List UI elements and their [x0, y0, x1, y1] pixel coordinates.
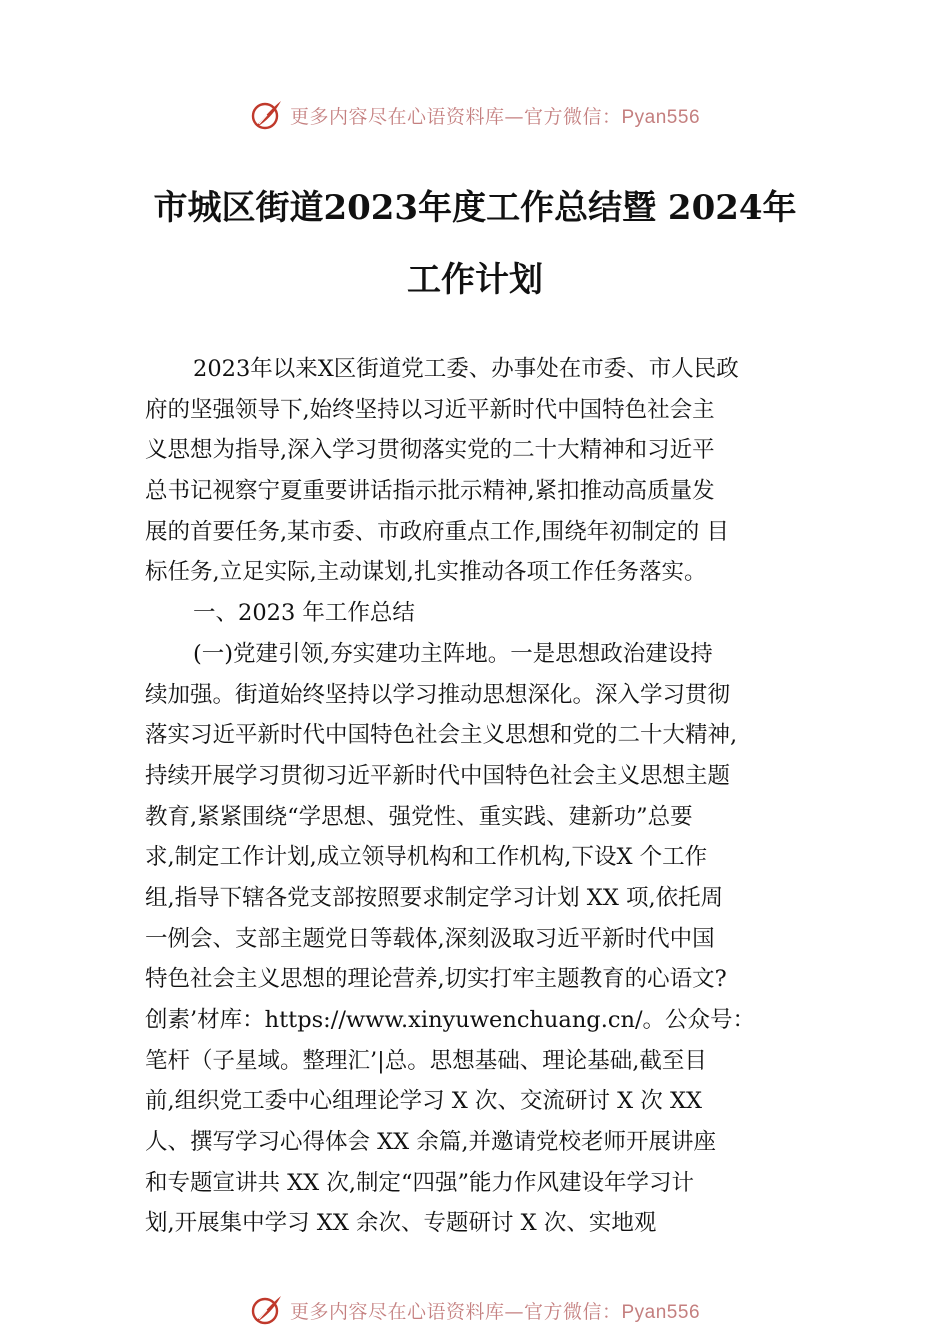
- document-title: [0, 172, 950, 316]
- footer-wechat-id: Pyan556: [621, 1301, 701, 1323]
- document-body: [145, 349, 815, 1244]
- header-promo-label: 更多内容尽在心语资料库—官方微信：: [289, 105, 622, 128]
- body-line: 笔杆（子星域。整理汇’|总。思想基础、理论基础,截至目: [145, 1047, 707, 1074]
- body-line: 落实习近平新时代中国特色社会主义思想和党的二十大精神,: [145, 722, 738, 749]
- title-line-1: 市城区街道2023年度工作总结暨 2024年: [153, 188, 797, 228]
- body-line: 组,指导下辖各党支部按照要求制定学习计划 XX 项,依托周: [145, 884, 724, 911]
- quill-pen-logo-icon: [250, 1293, 284, 1327]
- body-line: 前,组织党工委中心组理论学习 X 次、交流研讨 X 次 XX: [145, 1088, 702, 1115]
- section-heading: 一、2023 年工作总结: [193, 600, 415, 627]
- page-header: [0, 95, 950, 135]
- footer-promo-label: 更多内容尽在心语资料库—官方微信：: [289, 1300, 622, 1323]
- body-line: 教育,紧紧围绕“学思想、强党性、重实践、建新功”总要: [145, 803, 693, 830]
- body-line: 持续开展学习贯彻习近平新时代中国特色社会主义思想主题: [145, 762, 731, 789]
- page-footer: [0, 1290, 950, 1330]
- body-line: 展的首要任务,某市委、市政府重点工作,围绕年初制定的 目: [145, 518, 729, 545]
- header-promo-text: [290, 102, 700, 129]
- body-line: 总书记视察宁夏重要讲话指示批示精神,紧扣推动高质量发: [145, 478, 715, 505]
- body-line: 义思想为指导,深入学习贯彻落实党的二十大精神和习近平: [145, 437, 715, 464]
- body-line: (一)党建引领,夯实建功主阵地。一是思想政治建设持: [193, 640, 713, 667]
- body-line: 求,制定工作计划,成立领导机构和工作机构,下设X 个工作: [145, 844, 708, 871]
- body-line: 划,开展集中学习 XX 余次、专题研讨 X 次、实地观: [145, 1210, 657, 1237]
- quill-pen-logo-icon: [250, 98, 284, 132]
- footer-promo-text: [290, 1297, 700, 1324]
- title-line-2: 工作计划: [407, 260, 543, 300]
- body-line: 人、撰写学习心得体会 XX 余篇,并邀请党校老师开展讲座: [145, 1129, 716, 1156]
- body-line: 创素’材库：https://www.xinyuwenchuang.cn/。公众号：: [145, 1007, 756, 1033]
- header-wechat-id: Pyan556: [621, 106, 701, 128]
- body-line: 特色社会主义思想的理论营养,切实打牢主题教育的心语文?: [145, 966, 727, 993]
- body-line: 一例会、支部主题党日等载体,深刻汲取习近平新时代中国: [145, 925, 715, 952]
- body-line: 府的坚强领导下,始终坚持以习近平新时代中国特色社会主: [145, 396, 715, 423]
- body-line: 和专题宣讲共 XX 次,制定“四强”能力作风建设年学习计: [145, 1169, 694, 1196]
- body-line: 续加强。街道始终坚持以学习推动思想深化。深入学习贯彻: [145, 681, 731, 708]
- body-line: 2023年以来X区街道党工委、办事处在市委、市人民政: [193, 356, 739, 382]
- body-line: 标任务,立足实际,主动谋划,扎实推动各项工作任务落实。: [145, 559, 707, 586]
